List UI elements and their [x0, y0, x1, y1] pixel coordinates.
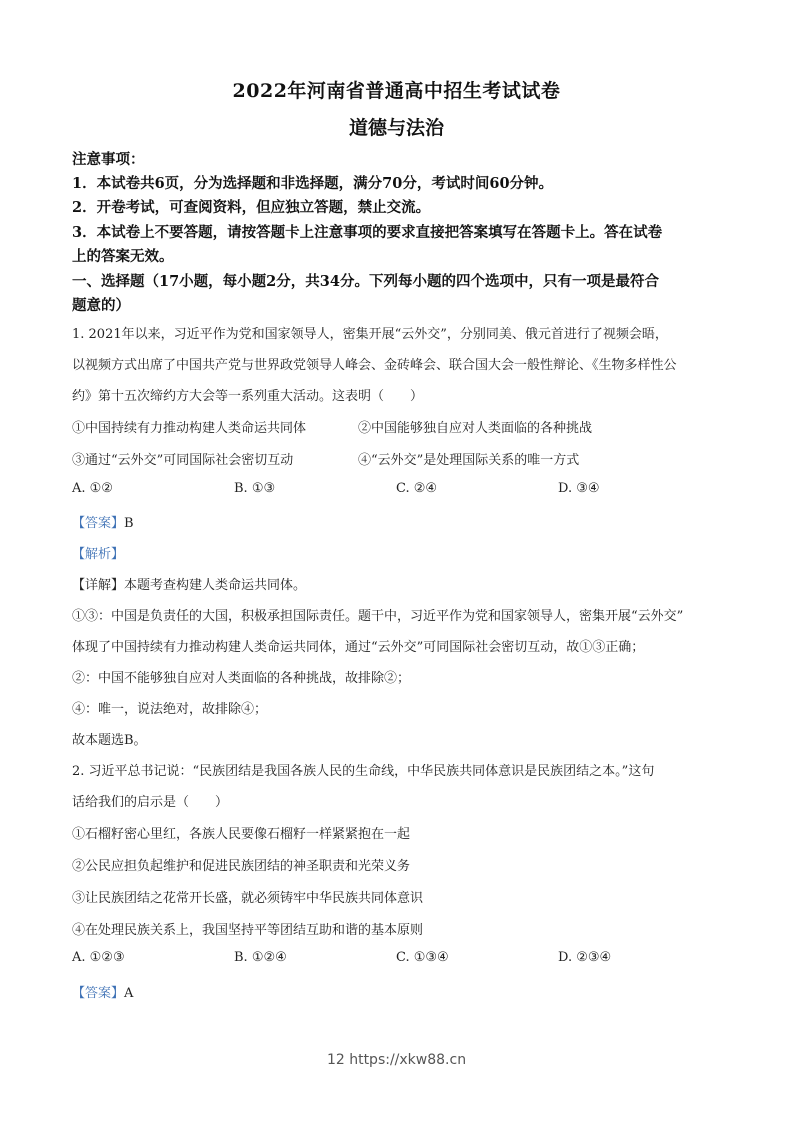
detail-line: ①③：中国是负责任的大国，积极承担国际责任。题干中，习近平作为党和国家领导人，密集开展“云外交”: [72, 609, 684, 624]
option-b: B. ①②④: [234, 950, 287, 965]
notice-item: 3．本试卷上不要答题，请按答题卡上注意事项的要求直接把答案填写在答题卡上。答在试卷: [72, 224, 663, 241]
option-c: C. ②④: [396, 481, 438, 496]
answer-label: 【答案】: [72, 986, 125, 1001]
answer-value: A: [124, 986, 134, 1001]
notice-heading: 注意事项：: [72, 151, 145, 168]
detail-line: 体现了中国持续有力推动构建人类命运共同体，通过“云外交”可同国际社会密切互动，故①③正确；: [72, 640, 645, 655]
question-stem: 2. 习近平总书记说：“民族团结是我国各族人民的生命线，中华民族共同体意识是民族团结之本。”这句: [72, 764, 655, 779]
statement: ①石榴籽密心里红，各族人民要像石榴籽一样紧紧抱在一起: [72, 827, 411, 842]
answer-label: 【答案】: [72, 516, 125, 531]
notice-item: 1．本试卷共6页，分为选择题和非选择题，满分70分，考试时间60分钟。: [72, 175, 554, 192]
analysis-label: 【解析】: [72, 547, 125, 562]
option-c: C. ①③④: [396, 950, 449, 965]
answer-line: [72, 982, 133, 1001]
section-heading: 一、选择题（17小题，每小题2分，共34分。下列每小题的四个选项中，只有一项是最符合: [72, 273, 659, 290]
option-b: B. ①③: [234, 481, 276, 496]
detail-line: ④：唯一，说法绝对，故排除④；: [72, 702, 268, 717]
statement: ④在处理民族关系上，我国坚持平等团结互助和谐的基本原则: [72, 923, 424, 938]
option-d: D. ②③④: [558, 950, 612, 965]
exam-subject: 道德与法治: [348, 117, 444, 139]
question-stem: 约》第十五次缔约方大会等一系列重大活动。这表明（ ）: [72, 389, 424, 404]
statement: ①中国持续有力推动构建人类命运共同体: [72, 421, 307, 436]
option-a: A. ①②③: [72, 950, 125, 965]
section-heading: 题意的）: [72, 297, 130, 314]
detail-line: 故本题选B。: [72, 733, 147, 748]
question-stem: 话给我们的启示是（ ）: [72, 795, 229, 810]
option-a: A. ①②: [72, 481, 113, 496]
notice-item: 2．开卷考试，可查阅资料，但应独立答题，禁止交流。: [72, 199, 431, 216]
question-stem: 以视频方式出席了中国共产党与世界政党领导人峰会、金砖峰会、联合国大会一般性辩论、《生物多样性公: [72, 358, 677, 373]
answer-value: B: [124, 516, 134, 531]
detail-line: ②：中国不能够独自应对人类面临的各种挑战，故排除②；: [72, 671, 411, 686]
question-stem: 1. 2021年以来，习近平作为党和国家领导人，密集开展“云外交”，分别同美、俄元首进行了视频会晤，: [72, 327, 668, 342]
statement: ②中国能够独自应对人类面临的各种挑战: [358, 421, 593, 436]
answer-line: [72, 512, 134, 531]
statement: ④“云外交”是处理国际关系的唯一方式: [358, 453, 580, 468]
exam-title: 2022年河南省普通高中招生考试试卷: [232, 80, 561, 102]
page-footer: 12 https://xkw88.cn: [326, 1052, 467, 1068]
statement: ②公民应担负起维护和促进民族团结的神圣职责和光荣义务: [72, 859, 411, 874]
option-d: D. ③④: [558, 481, 600, 496]
notice-item: 上的答案无效。: [72, 248, 174, 265]
statement: ③让民族团结之花常开长盛，就必须铸牢中华民族共同体意识: [72, 891, 424, 906]
detail-line: 【详解】本题考查构建人类命运共同体。: [72, 578, 307, 593]
statement: ③通过“云外交”可同国际社会密切互动: [72, 453, 294, 468]
